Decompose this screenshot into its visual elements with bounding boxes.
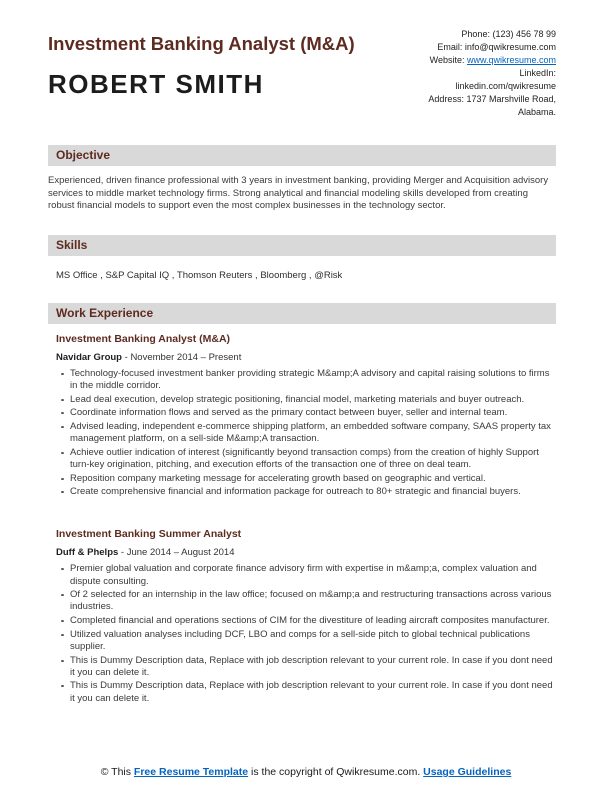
job-dates: - November 2014 – Present: [124, 351, 242, 363]
job-bullet: Coordinate information flows and served as the primary contact between buyer, seller and internal team.: [60, 407, 556, 419]
job-entry-1: [48, 333, 556, 499]
page-footer: [0, 762, 612, 780]
job-bullet-list: [56, 563, 556, 704]
page-title: Investment Banking Analyst (M&A): [48, 33, 355, 54]
job-bullet: Achieve outlier indication of interest (significantly beyond transaction comps) from the creation of highly Support turn-key origination, pitching, and execution efforts of the transaction one of three on deal team.: [60, 447, 556, 471]
company-line: [56, 547, 556, 558]
section-skills: [48, 235, 556, 281]
footer-middle: is the copyright of Qwikresume.com.: [248, 766, 424, 778]
section-heading-work-experience: Work Experience: [48, 303, 556, 324]
header-left: [48, 28, 368, 100]
job-bullet: Utilized valuation analyses including DCF, LBO and comps for a sell-side pitch to global technical publications supplier.: [60, 629, 556, 653]
skills-text: MS Office , S&P Capital IQ , Thomson Reuters , Bloomberg , @Risk: [56, 269, 343, 281]
job-bullet: Completed financial and operations sections of CIM for the divestiture of leading aircraft composites manufacturer.: [60, 615, 556, 627]
website-link[interactable]: www.qwikresume.com: [466, 55, 556, 66]
contact-address-line2: Alabama.: [517, 107, 556, 118]
job-bullet: Advised leading, independent e-commerce shipping platform, an embedded software company, SAAS property tax management platform, on a sell-side M&amp;A transaction.: [60, 421, 556, 445]
contact-block: [428, 28, 556, 119]
free-resume-template-link[interactable]: Free Resume Template: [133, 766, 249, 778]
job-title: Investment Banking Summer Analyst: [56, 528, 242, 541]
section-objective: [48, 145, 556, 213]
job-bullet: Premier global valuation and corporate finance advisory firm with expertise in m&amp;a, complex valuation and dispute consulting.: [60, 563, 556, 587]
footer-prefix: © This: [100, 766, 134, 778]
job-bullet: Lead deal execution, develop strategic positioning, financial model, marketing materials and buyer outreach.: [60, 394, 556, 406]
website-label: Website:: [429, 55, 467, 66]
job-title: Investment Banking Analyst (M&A): [56, 332, 231, 345]
company-name: Navidar Group: [56, 351, 122, 363]
section-heading-skills: Skills: [48, 235, 556, 256]
job-bullet: Create comprehensive financial and information package for outreach to 80+ strategic and financial buyers.: [60, 486, 556, 498]
company-line: [56, 352, 556, 363]
resume-header: [48, 28, 556, 119]
contact-phone: Phone: (123) 456 78 99: [461, 29, 556, 39]
section-heading-objective: Objective: [48, 145, 556, 166]
objective-text: Experienced, driven finance professional with 3 years in investment banking, providing Merger and Acquisition advisory services to middle market technology firms. Strong analytical and financial modeling skills developed from creating robust financial models to support even the most complex businesses in the technology sector.: [48, 175, 549, 212]
job-bullet: Of 2 selected for an internship in the law office; focused on m&amp;a and restructuring transactions across various industries.: [60, 589, 556, 613]
contact-email: Email: info@qwikresume.com: [437, 42, 556, 53]
contact-website: [428, 54, 556, 67]
job-bullet: Technology-focused investment banker providing strategic M&amp;A advisory and capital raising solutions to firms in the middle corridor.: [60, 368, 556, 392]
section-work-experience: [48, 303, 556, 705]
contact-address-line1: Address: 1737 Marshville Road,: [428, 94, 556, 105]
candidate-name: ROBERT SMITH: [48, 69, 264, 100]
footer-text: [101, 765, 512, 779]
job-bullet-list: [56, 368, 556, 499]
job-bullet: This is Dummy Description data, Replace with job description relevant to your current role. In case if you dont need it you can delete it.: [60, 655, 556, 679]
job-entry-2: [48, 528, 556, 704]
job-bullet: Reposition company marketing message for accelerating growth based on geographic and vertical.: [60, 473, 556, 485]
usage-guidelines-link[interactable]: Usage Guidelines: [423, 766, 512, 778]
contact-linkedin-label: LinkedIn:: [519, 68, 556, 79]
job-bullet: This is Dummy Description data, Replace with job description relevant to your current role. In case if you dont need it you can delete it.: [60, 680, 556, 704]
company-name: Duff & Phelps: [56, 547, 119, 559]
contact-linkedin-value: linkedin.com/qwikresume: [455, 81, 556, 92]
job-dates: - June 2014 – August 2014: [120, 547, 235, 559]
